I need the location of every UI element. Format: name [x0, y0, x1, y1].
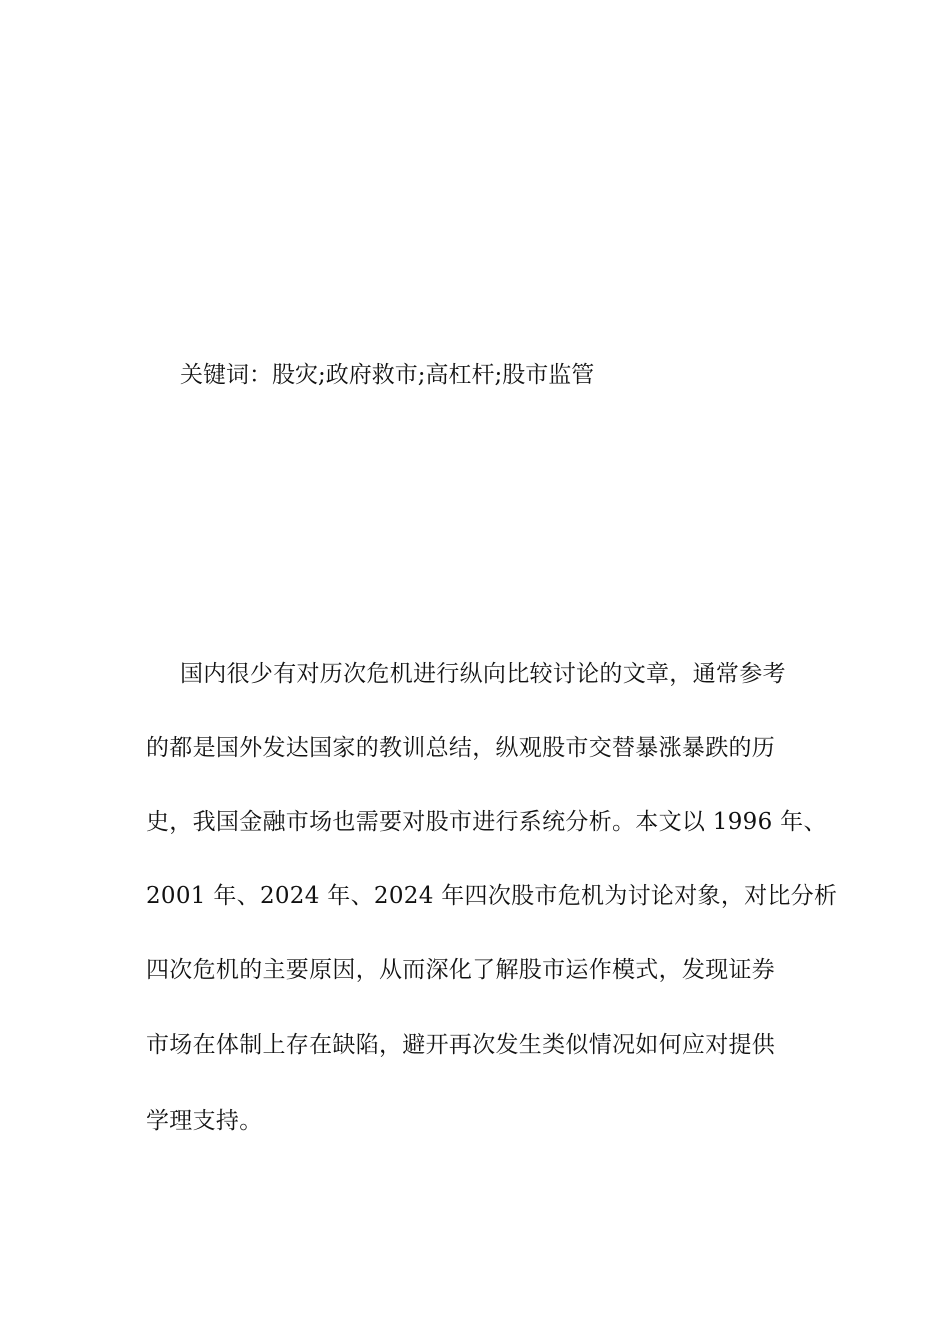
abstract-line-1: 国内很少有对历次危机进行纵向比较讨论的文章，通常参考 — [180, 661, 786, 687]
abstract-line-2: 的都是国外发达国家的教训总结，纵观股市交替暴涨暴跌的历 — [146, 735, 776, 761]
keywords-line: 关键词：股灾;政府救市;高杠杆;股市监管 — [180, 362, 595, 388]
abstract-line-6: 市场在体制上存在缺陷，避开再次发生类似情况如何应对提供 — [146, 1032, 776, 1058]
abstract-line-3: 史，我国金融市场也需要对股市进行系统分析。本文以 1996 年、 — [146, 809, 827, 835]
abstract-line-7: 学理支持。 — [146, 1108, 263, 1134]
abstract-line-4: 2001 年、2024 年、2024 年四次股市危机为讨论对象，对比分析 — [146, 883, 838, 909]
abstract-line-5: 四次危机的主要原因，从而深化了解股市运作模式，发现证券 — [146, 957, 776, 983]
